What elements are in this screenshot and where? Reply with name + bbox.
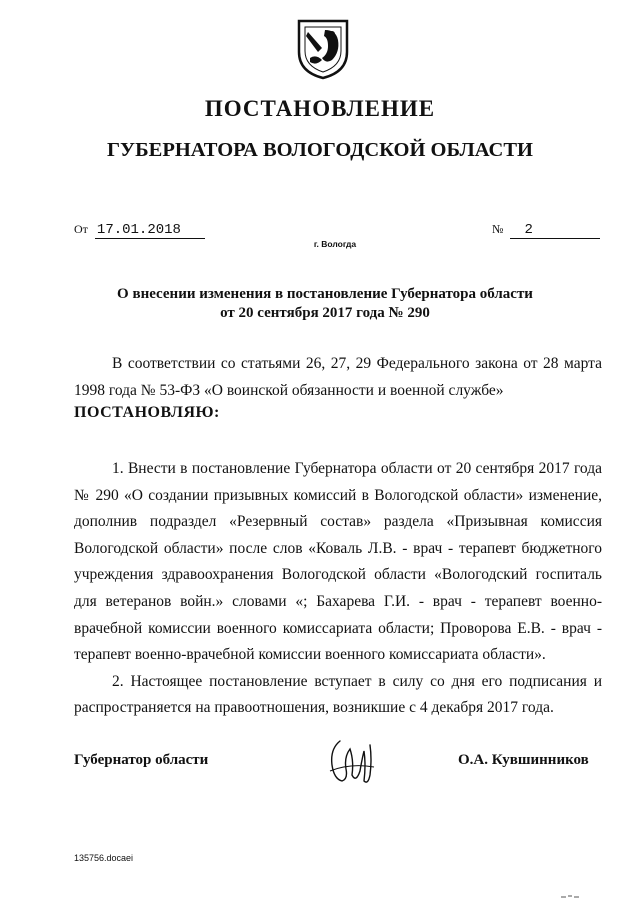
number-line (492, 222, 600, 239)
subject-line-2: от 20 сентября 2017 года № 290 (220, 305, 430, 321)
preamble-text: В соответствии со статьями 26, 27, 29 Федерального закона от 28 марта 1998 года № 53-ФЗ «О воинской обязанности и военной службе» (74, 355, 602, 399)
handwritten-signature (326, 735, 378, 789)
file-code: 135756.docaei (74, 853, 134, 863)
date-value: 17.01.2018 (95, 223, 205, 239)
coat-of-arms-icon (296, 18, 350, 80)
decree-items (74, 456, 602, 722)
city-label: г. Вологда (313, 239, 357, 249)
signatory-name: О.А. Кувшинников (458, 752, 589, 768)
document-subject (90, 285, 560, 323)
date-prefix: От (74, 222, 88, 236)
date-line (74, 222, 205, 239)
decree-item-1: 1. Внести в постановление Губернатора области от 20 сентября 2017 года № 290 «О создании призывных комиссий в Вологодской области» изменение, дополнив подраздел «Резервный состав» раздела «Призывная комиссия Вологодской области» после слов «Коваль Л.В. - врач - терапевт бюджетного учреждения здравоохранения Вологодской области «Вологодский госпиталь для ветеранов войн.» словами «; Бахарева Г.И. - врач - терапевт военно-врачебной комиссии военного комиссариата области; Проворова Е.В. - врач - терапевт военно-врачебной комиссии военного комиссариата области». (74, 460, 602, 664)
scan-mark (560, 893, 580, 899)
preamble (74, 351, 602, 404)
number-value: 2 (510, 223, 600, 239)
decree-item-2: 2. Настоящее постановление вступает в силу со дня его подписания и распространяется на правоотношения, возникшие с 4 декабря 2017 года. (74, 672, 602, 717)
decree-word: ПОСТАНОВЛЯЮ: (74, 404, 220, 421)
signatory-position: Губернатор области (74, 752, 209, 768)
subject-line-1: О внесении изменения в постановление Губернатора области (117, 286, 533, 302)
document-title: ПОСТАНОВЛЕНИЕ (204, 96, 436, 121)
number-prefix: № (492, 222, 504, 236)
document-issuer: ГУБЕРНАТОРА ВОЛОГОДСКОЙ ОБЛАСТИ (107, 139, 533, 161)
